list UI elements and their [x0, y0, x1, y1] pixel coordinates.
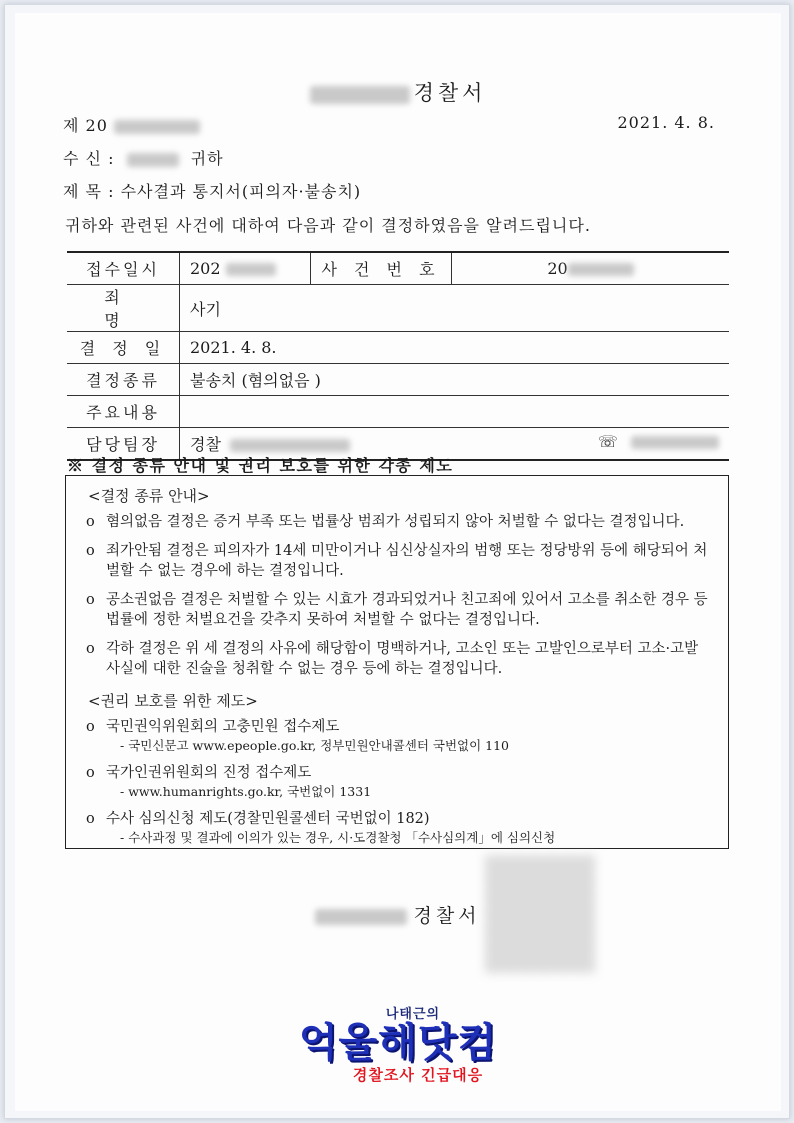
footer-title: 경찰서	[413, 905, 481, 927]
rights-item-title: 국민권익위원회의 고충민원 접수제도	[106, 719, 340, 735]
rights-item-detail: - 수사과정 및 결과에 이의가 있는 경우, 시·도경찰청 「수사심의계」에 심의신청	[120, 830, 556, 845]
decision-type-value: 불송치 (혐의없음 )	[180, 364, 730, 396]
case-info-table	[67, 251, 729, 461]
section-decision-types-title: <결정 종류 안내>	[88, 487, 210, 505]
bullet-icon: o	[86, 514, 95, 530]
document-number-text: 제 20	[63, 116, 108, 135]
decision-date-value: 2021. 4. 8.	[180, 332, 730, 364]
header-title: 경찰서	[413, 81, 487, 105]
redacted-station-name	[315, 909, 407, 925]
officer-value: 경찰	[190, 435, 221, 454]
bullet-icon: o	[86, 543, 95, 559]
decision-type-text: 각하 결정은 위 세 결정의 사유에 해당함이 명백하거나, 고소인 또는 고발인으로부터 고소·고발 사실에 대한 진술을 청취할 수 없는 경우 등에 하는 결정입니다.	[106, 641, 699, 677]
case-no-cell	[452, 252, 730, 285]
decision-date-label: 결 정 일	[67, 332, 180, 364]
table-row	[67, 285, 729, 332]
logo-tagline: 경찰조사 긴급대응	[352, 1066, 484, 1084]
subject-text: 수사결과 통지서(피의자·불송치)	[120, 182, 362, 201]
recipient-line	[63, 146, 224, 169]
list-item	[80, 717, 714, 755]
subject-label: 제 목 :	[63, 182, 115, 201]
table-row	[67, 332, 729, 364]
redacted-recipient	[127, 153, 179, 167]
received-value: 202	[190, 259, 221, 278]
document-number	[63, 113, 200, 136]
bullet-icon: o	[86, 719, 95, 735]
redacted-case-no	[568, 263, 634, 276]
subject-line	[63, 179, 361, 202]
redacted-phone	[631, 436, 719, 449]
rights-item-detail: - 국민신문고 www.epeople.go.kr, 정부민원안내콜센터 국번없이 110	[120, 738, 510, 753]
redacted-number	[114, 120, 200, 134]
notice-title: ※ 결정 종류 안내 및 권리 보호를 위한 각종 제도	[67, 456, 454, 475]
list-item	[80, 590, 714, 630]
decision-type-label: 결정종류	[67, 364, 180, 396]
intro-text: 귀하와 관련된 사건에 대하여 다음과 같이 결정하였음을 알려드립니다.	[65, 216, 591, 235]
recipient-suffix: 귀하	[190, 149, 224, 168]
logo-main-text: 억울해닷컴	[298, 1020, 498, 1066]
document-footer	[15, 901, 781, 928]
logo-small-text: 나태근의	[385, 1007, 441, 1022]
redacted-officer	[230, 439, 350, 452]
rights-item-title: 수사 심의신청 제도(경찰민원콜센터 국번없이 182)	[106, 811, 430, 827]
recipient-label: 수 신 :	[63, 149, 115, 168]
phone-icon: ☏	[597, 432, 618, 451]
case-no-label: 사 건 번 호	[311, 252, 452, 285]
phone-group	[598, 432, 719, 451]
document-header	[15, 77, 781, 107]
document-paper	[15, 13, 781, 1111]
table-row	[67, 364, 729, 396]
rights-item-title: 국가인권위원회의 진정 접수제도	[106, 765, 312, 781]
main-content-value	[180, 396, 730, 428]
bullet-icon: o	[86, 811, 95, 827]
brand-logo	[15, 1003, 781, 1085]
list-item	[80, 809, 714, 847]
decision-type-text: 공소권없음 결정은 처벌할 수 있는 시효가 경과되었거나 친고죄에 있어서 고소를 취소한 경우 등 법률에 정한 처벌요건을 갖추지 못하여 처벌할 수 없다는 결정입니다.	[106, 592, 708, 628]
decision-type-text: 죄가안됨 결정은 피의자가 14세 미만이거나 심신상실자의 범행 또는 정당방위 등에 해당되어 처벌할 수 없는 경우에 하는 결정입니다.	[106, 543, 708, 579]
table-row	[67, 252, 729, 285]
received-label: 접수일시	[67, 252, 180, 285]
document-date: 2021. 4. 8.	[617, 113, 715, 132]
bullet-icon: o	[86, 765, 95, 781]
document-frame	[4, 4, 790, 1119]
case-no-value: 20	[547, 259, 568, 278]
redacted-received	[226, 263, 276, 276]
officer-label: 담당팀장	[67, 428, 180, 461]
list-item	[80, 512, 714, 532]
table-row	[67, 396, 729, 428]
crime-value: 사기	[180, 285, 730, 332]
decision-type-text: 혐의없음 결정은 증거 부족 또는 법률상 범죄가 성립되지 않아 처벌할 수 없다는 결정입니다.	[106, 514, 685, 530]
section-rights-title: <권리 보호를 위한 제도>	[88, 692, 258, 710]
list-item	[80, 541, 714, 581]
list-item	[80, 639, 714, 679]
received-cell	[180, 252, 311, 285]
main-content-label: 주요내용	[67, 396, 180, 428]
bullet-icon: o	[86, 592, 95, 608]
rights-item-detail: - www.humanrights.go.kr, 국번없이 1331	[120, 784, 372, 799]
crime-label: 죄 명	[67, 285, 180, 332]
redacted-station-name	[310, 86, 410, 104]
bullet-icon: o	[86, 641, 95, 657]
notice-box	[65, 475, 729, 849]
list-item	[80, 763, 714, 801]
